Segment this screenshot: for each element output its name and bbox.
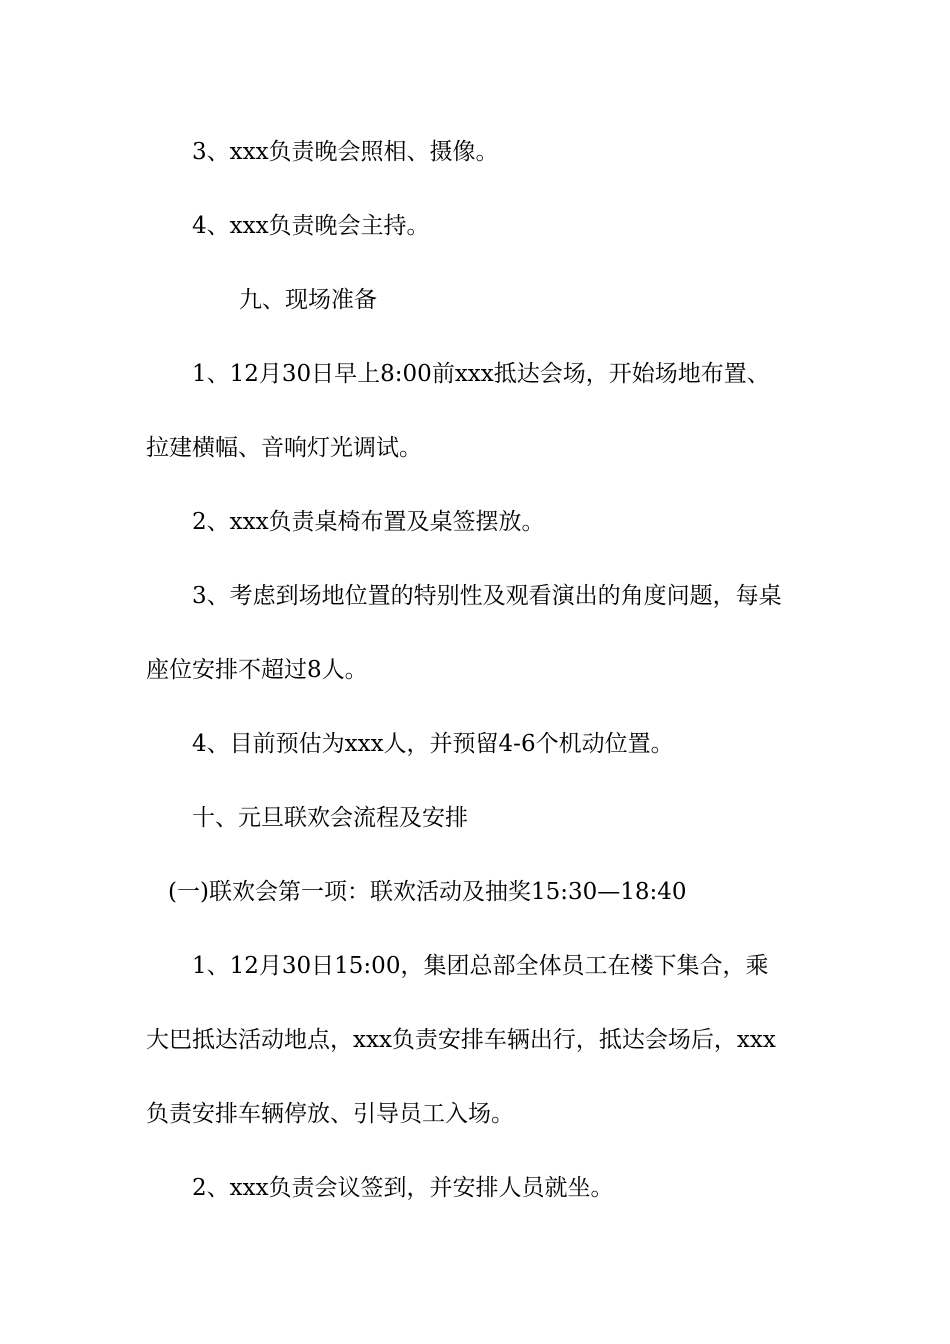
paragraph-line: 拉建横幅、音响灯光调试。: [146, 435, 422, 461]
paragraph-line: 3、考虑到场地位置的特别性及观看演出的角度问题，每桌: [192, 583, 782, 609]
paragraph-line: 负责安排车辆停放、引导员工入场。: [146, 1101, 514, 1127]
paragraph-line: 1、12月30日早上8:00前xxx抵达会场，开始场地布置、: [192, 361, 770, 387]
section-heading: 十、元旦联欢会流程及安排: [192, 805, 468, 831]
paragraph-line: 4、xxx负责晚会主持。: [192, 213, 430, 239]
paragraph-line: 座位安排不超过8人。: [146, 657, 368, 683]
section-heading: 九、现场准备: [239, 287, 377, 313]
paragraph-line: 1、12月30日15:00，集团总部全体员工在楼下集合，乘: [192, 953, 769, 979]
paragraph-line: 4、目前预估为xxx人，并预留4-6个机动位置。: [192, 731, 674, 757]
paragraph-line: 2、xxx负责桌椅布置及桌签摆放。: [192, 509, 545, 535]
paragraph-line: 3、xxx负责晚会照相、摄像。: [192, 139, 499, 165]
paragraph-line: 2、xxx负责会议签到，并安排人员就坐。: [192, 1175, 614, 1201]
subsection-heading: (一)联欢会第一项：联欢活动及抽奖15:30—18:40: [168, 879, 687, 905]
paragraph-line: 大巴抵达活动地点，xxx负责安排车辆出行，抵达会场后，xxx: [146, 1027, 776, 1053]
